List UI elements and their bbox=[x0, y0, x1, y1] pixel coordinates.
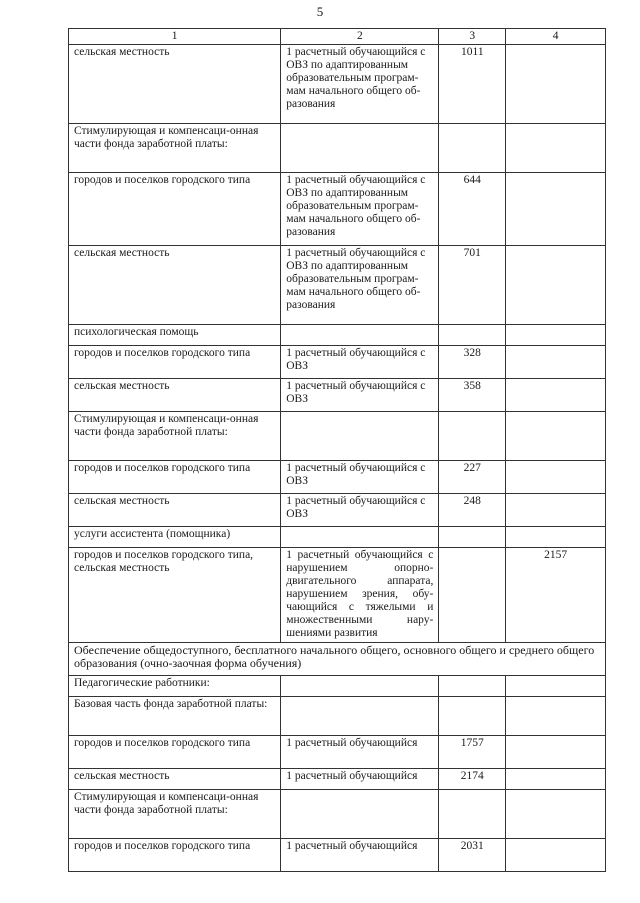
table-cell-4 bbox=[506, 461, 606, 494]
table-row bbox=[69, 325, 606, 346]
table-row bbox=[69, 676, 606, 697]
table-cell-1: городов и поселков городского типа bbox=[69, 346, 281, 379]
header-col-1: 1 bbox=[69, 29, 281, 45]
table-cell-1: сельская местность bbox=[69, 494, 281, 527]
table-cell-2 bbox=[281, 527, 439, 548]
table-row bbox=[69, 736, 606, 769]
table-cell-3: 227 bbox=[439, 461, 506, 494]
table-cell-1: сельская местность bbox=[69, 769, 281, 790]
table-cell-1: Стимулирующая и компенсаци-онная части фонда заработной платы: bbox=[69, 124, 281, 173]
table-cell-1: услуги ассистента (помощника) bbox=[69, 527, 281, 548]
table-cell-1: городов и поселков городского типа bbox=[69, 461, 281, 494]
table-cell-4: 2157 bbox=[506, 548, 606, 643]
table-cell-2: 1 расчетный обучающийся с ОВЗ по адаптированным образовательным програм-мам начального общего об-разования bbox=[281, 45, 439, 124]
table-cell-3: 328 bbox=[439, 346, 506, 379]
table-cell-2: 1 расчетный обучающийся с ОВЗ bbox=[281, 461, 439, 494]
table-cell-1: городов и поселков городского типа bbox=[69, 839, 281, 872]
table-row bbox=[69, 346, 606, 379]
table-cell-2 bbox=[281, 790, 439, 839]
table-row bbox=[69, 412, 606, 461]
table-cell-2: 1 расчетный обучающийся с нарушением опорно-двигательного аппарата, нарушением зрения, обу-чающийся с тяжелыми и множественными нару-шениями развития bbox=[281, 548, 439, 643]
table-cell-4 bbox=[506, 697, 606, 736]
section-heading-row bbox=[69, 643, 606, 676]
table-cell-4 bbox=[506, 676, 606, 697]
table-row bbox=[69, 379, 606, 412]
table-cell-1: городов и поселков городского типа bbox=[69, 736, 281, 769]
table-cell-1: сельская местность bbox=[69, 379, 281, 412]
table-cell-2: 1 расчетный обучающийся с ОВЗ по адаптированным образовательным програм-мам начального общего об-разования bbox=[281, 246, 439, 325]
table-cell-4 bbox=[506, 246, 606, 325]
header-col-4: 4 bbox=[506, 29, 606, 45]
table-row bbox=[69, 697, 606, 736]
table-cell-2 bbox=[281, 124, 439, 173]
table-cell-4 bbox=[506, 325, 606, 346]
table-cell-1: Педагогические работники: bbox=[69, 676, 281, 697]
table-cell-2 bbox=[281, 676, 439, 697]
table-cell-3 bbox=[439, 412, 506, 461]
table-cell-4 bbox=[506, 379, 606, 412]
table-cell-3 bbox=[439, 124, 506, 173]
table-row bbox=[69, 839, 606, 872]
table-cell-3: 2031 bbox=[439, 839, 506, 872]
table-row bbox=[69, 548, 606, 643]
table-cell-1: городов и поселков городского типа, сельская местность bbox=[69, 548, 281, 643]
table-cell-3 bbox=[439, 790, 506, 839]
table-cell-2: 1 расчетный обучающийся bbox=[281, 769, 439, 790]
table-cell-3: 248 bbox=[439, 494, 506, 527]
table-cell-1: Базовая часть фонда заработной платы: bbox=[69, 697, 281, 736]
table-cell-2: 1 расчетный обучающийся bbox=[281, 839, 439, 872]
table-header-row bbox=[69, 29, 606, 45]
table-cell-4 bbox=[506, 45, 606, 124]
table-cell-3: 1011 bbox=[439, 45, 506, 124]
table-row bbox=[69, 769, 606, 790]
table-cell-4 bbox=[506, 412, 606, 461]
page-number: 5 bbox=[316, 4, 324, 19]
table-cell-4 bbox=[506, 173, 606, 246]
table-cell-1: Стимулирующая и компенсаци-онная части фонда заработной платы: bbox=[69, 412, 281, 461]
table-cell-3 bbox=[439, 697, 506, 736]
table-cell-3 bbox=[439, 548, 506, 643]
table-cell-3: 1757 bbox=[439, 736, 506, 769]
table-cell-3 bbox=[439, 676, 506, 697]
table-cell-4 bbox=[506, 839, 606, 872]
table-row bbox=[69, 461, 606, 494]
table-cell-1: сельская местность bbox=[69, 246, 281, 325]
table-cell-2: 1 расчетный обучающийся с ОВЗ по адаптированным образовательным програм-мам начального общего об-разования bbox=[281, 173, 439, 246]
table-cell-2 bbox=[281, 325, 439, 346]
table-cell-4 bbox=[506, 346, 606, 379]
table-cell-4 bbox=[506, 790, 606, 839]
norms-table bbox=[68, 28, 606, 872]
table-cell-3: 2174 bbox=[439, 769, 506, 790]
table-cell-4 bbox=[506, 494, 606, 527]
table-cell-3 bbox=[439, 527, 506, 548]
table-cell-3 bbox=[439, 325, 506, 346]
table-row bbox=[69, 527, 606, 548]
table-row bbox=[69, 494, 606, 527]
table-cell-1: психологическая помощь bbox=[69, 325, 281, 346]
table-cell-4 bbox=[506, 124, 606, 173]
table-row bbox=[69, 790, 606, 839]
section-heading: Обеспечение общедоступного, бесплатного начального общего, основного общего и среднего общего образования (очно-заочная форма обучения) bbox=[69, 643, 606, 676]
table-cell-1: сельская местность bbox=[69, 45, 281, 124]
table-cell-4 bbox=[506, 736, 606, 769]
table-cell-4 bbox=[506, 769, 606, 790]
table-cell-3: 358 bbox=[439, 379, 506, 412]
table-cell-2: 1 расчетный обучающийся bbox=[281, 736, 439, 769]
table-row bbox=[69, 45, 606, 124]
table-row bbox=[69, 173, 606, 246]
table-row bbox=[69, 246, 606, 325]
table-cell-1: городов и поселков городского типа bbox=[69, 173, 281, 246]
header-col-2: 2 bbox=[281, 29, 439, 45]
table-cell-2: 1 расчетный обучающийся с ОВЗ bbox=[281, 379, 439, 412]
table-cell-2 bbox=[281, 412, 439, 461]
table-cell-4 bbox=[506, 527, 606, 548]
table-row bbox=[69, 124, 606, 173]
table-cell-3: 701 bbox=[439, 246, 506, 325]
table-cell-2: 1 расчетный обучающийся с ОВЗ bbox=[281, 494, 439, 527]
table-cell-3: 644 bbox=[439, 173, 506, 246]
table-cell-2 bbox=[281, 697, 439, 736]
table-cell-1: Стимулирующая и компенсаци-онная части фонда заработной платы: bbox=[69, 790, 281, 839]
header-col-3: 3 bbox=[439, 29, 506, 45]
table-cell-2: 1 расчетный обучающийся с ОВЗ bbox=[281, 346, 439, 379]
